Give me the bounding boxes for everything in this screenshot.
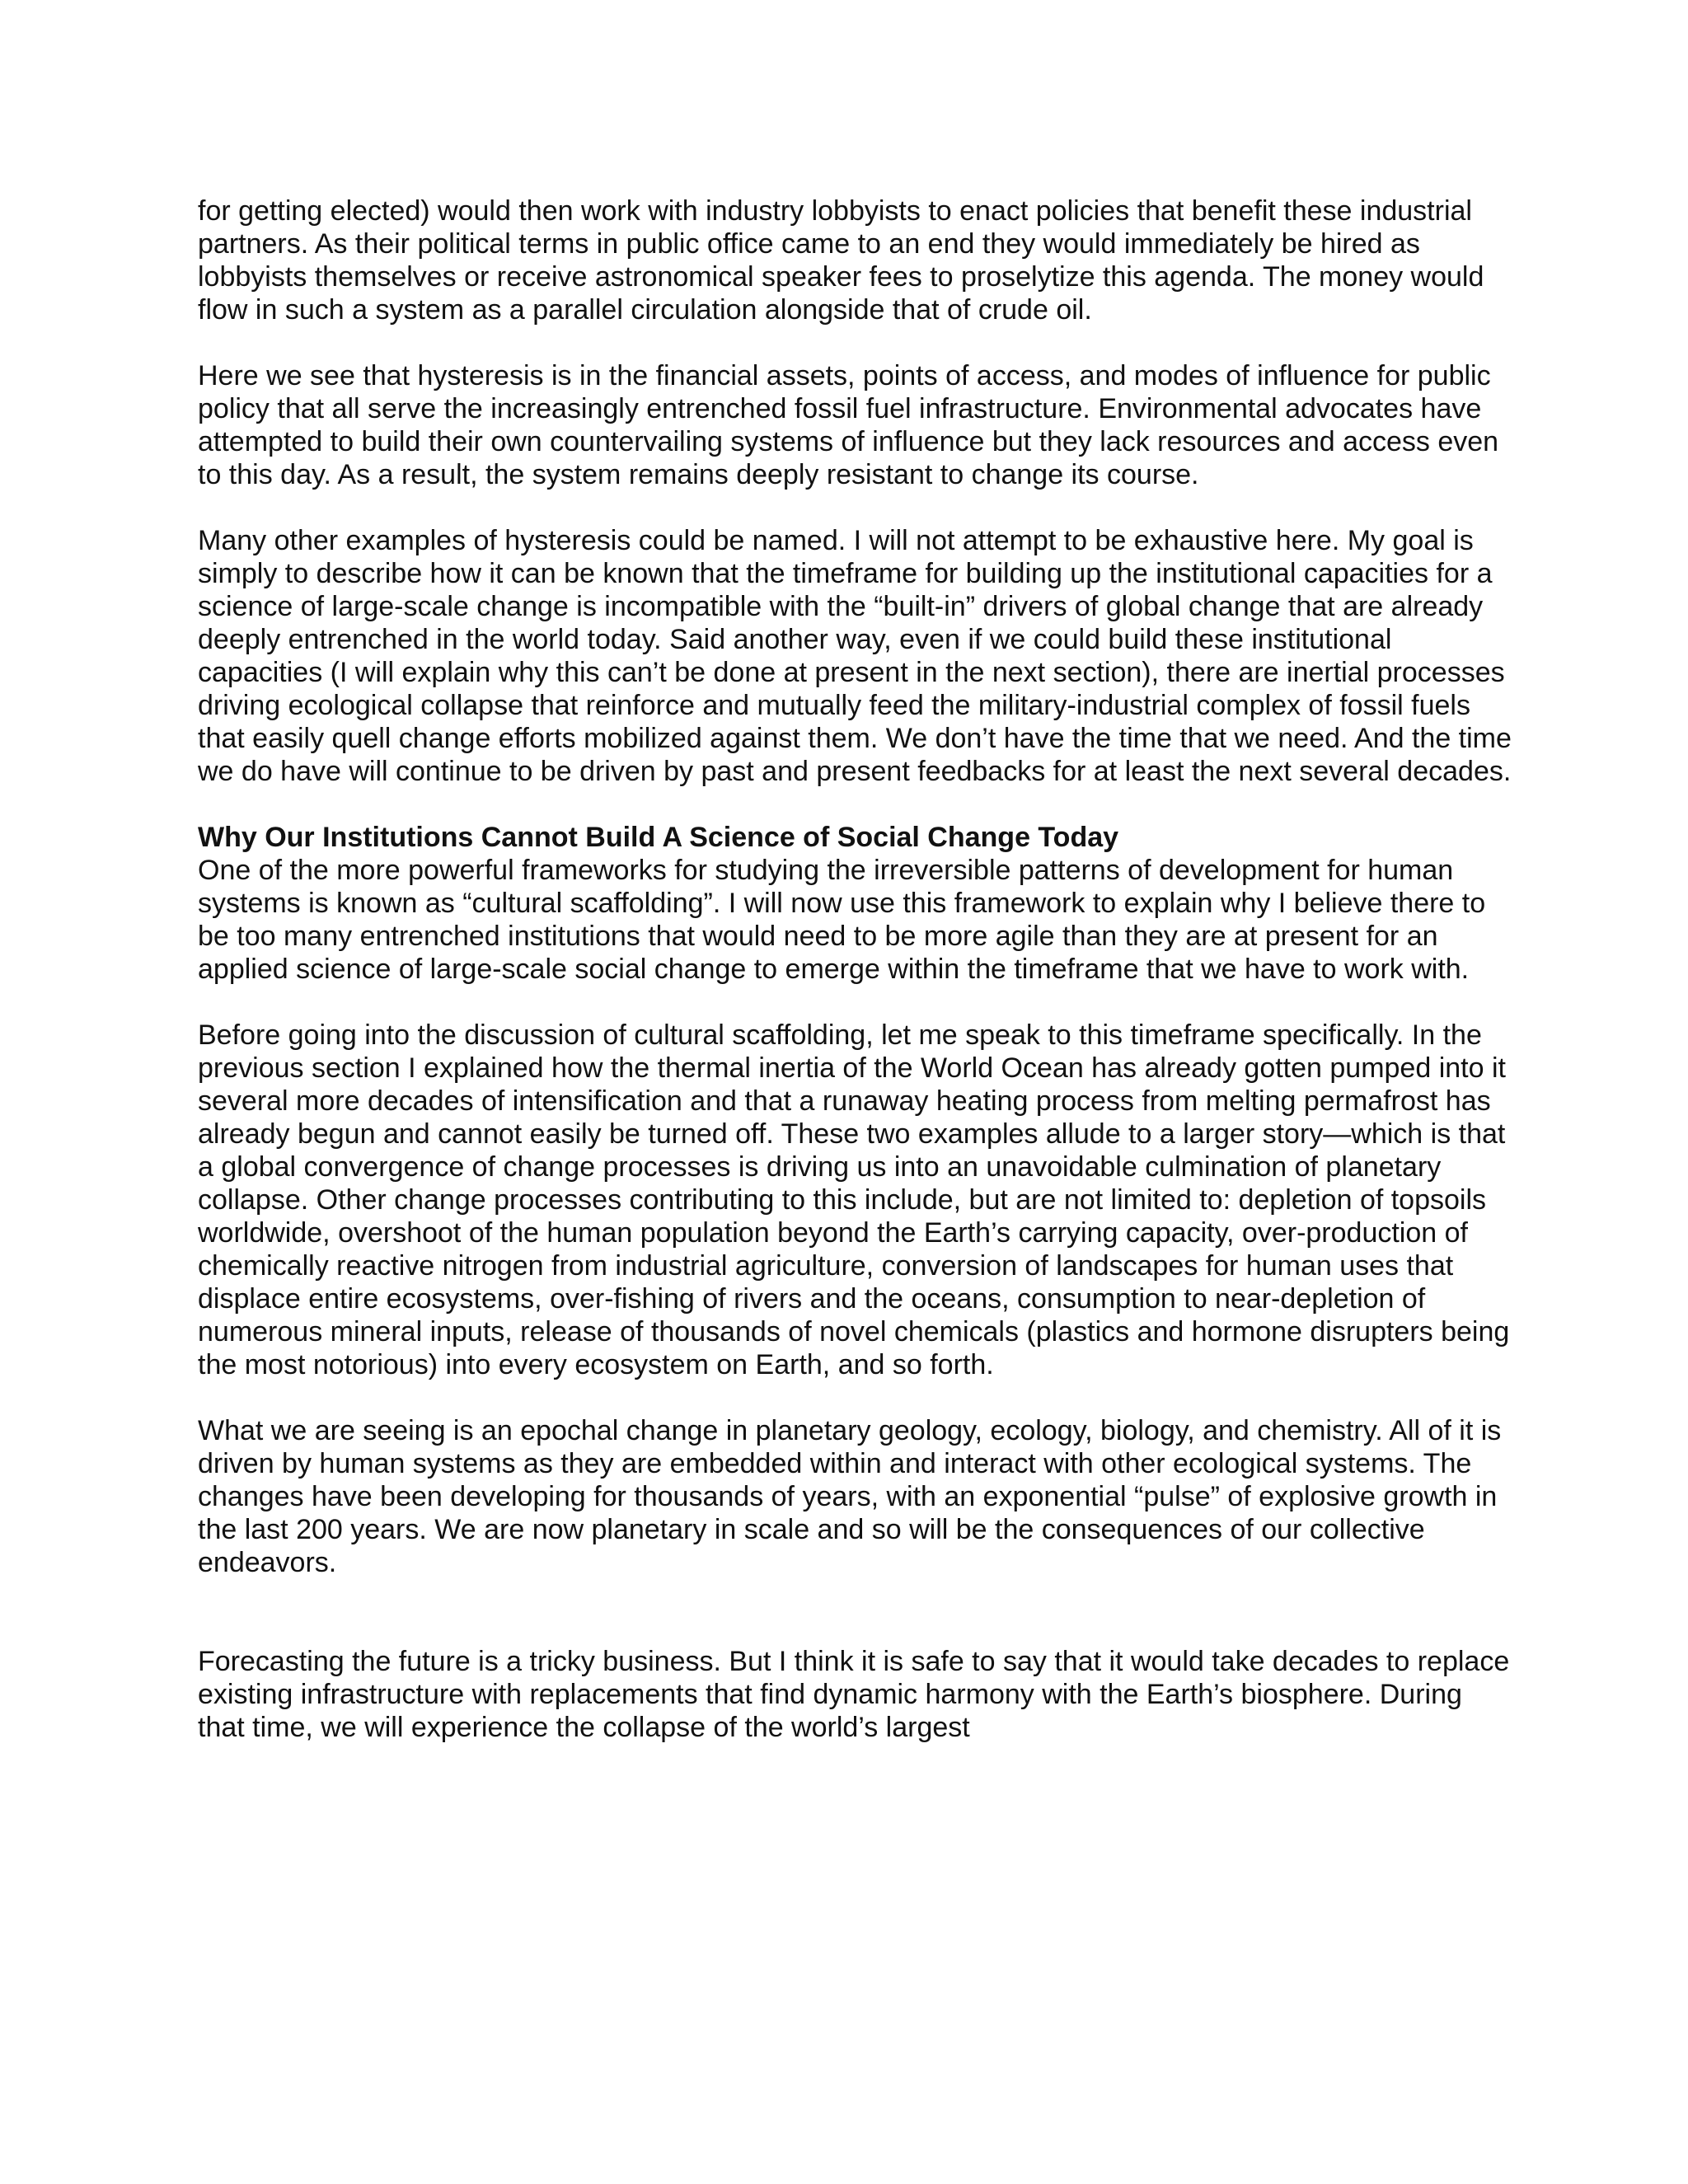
paragraph-forecasting: Forecasting the future is a tricky business. But I think it is safe to say that it would take decades to replace existing infrastructure with replacements that find dynamic harmony with the Earth’s biosphere. During that time, we will experience the collapse of the world’s largest xyxy=(198,1646,1510,1743)
paragraph-other-examples: Many other examples of hysteresis could be named. I will not attempt to be exhaustive here. My goal is simply to describe how it can be known that the timeframe for building up the institutional capacities for a science of large-scale change is incompatible with the “built-in” drivers of global change that are already deeply entrenched in the world today. Said another way, even if we could build these institutional capacities (I will explain why this can’t be done at present in the next section), there are inertial processes driving ecological collapse that reinforce and mutually feed the military-industrial complex of fossil fuels that easily quell change efforts mobilized against them. We don’t have the time that we need. And the time we do have will continue to be driven by past and present feedbacks for at least the next several decades. xyxy=(198,525,1512,787)
paragraph-epochal-change: What we are seeing is an epochal change in planetary geology, ecology, biology, and chemistry. All of it is driven by human systems as they are embedded within and interact with other ecological systems. The changes have been developing for thousands of years, with an exponential “pulse” of explosive growth in the last 200 years. We are now planetary in scale and so will be the consequences of our collective endeavors. xyxy=(198,1415,1502,1578)
paragraph-hysteresis-financial: Here we see that hysteresis is in the financial assets, points of access, and modes of influence for public policy that all serve the increasingly entrenched fossil fuel infrastructure. Environmental advocates have attempted to build their own countervailing systems of influence but they lack resources and access even to this day. As a result, the system remains deeply resistant to change its course. xyxy=(198,360,1499,490)
paragraph-timeframe: Before going into the discussion of cultural scaffolding, let me speak to this timeframe specifically. In the previous section I explained how the thermal inertia of the World Ocean has already gotten pumped into it several more decades of intensification and that a runaway heating process from melting permafrost has already begun and cannot easily be turned off. These two examples allude to a larger story—which is that a global convergence of change processes is driving us into an unavoidable culmination of planetary collapse. Other change processes contributing to this include, but are not limited to: depletion of topsoils worldwide, overshoot of the human population beyond the Earth’s carrying capacity, over-production of chemically reactive nitrogen from industrial agriculture, conversion of landscapes for human uses that displace entire ecosystems, over-fishing of rivers and the oceans, consumption to near-depletion of numerous mineral inputs, release of thousands of novel chemicals (plastics and hormone disrupters being the most notorious) into every ecosystem on Earth, and so forth. xyxy=(198,1019,1510,1380)
document-page xyxy=(198,194,1517,1777)
section-heading: Why Our Institutions Cannot Build A Science of Social Change Today xyxy=(198,822,1119,853)
paragraph-lobbyists: for getting elected) would then work with industry lobbyists to enact policies that benefit these industrial partners. As their political terms in public office came to an end they would immediately be hired as lobbyists themselves or receive astronomical speaker fees to proselytize this agenda. The money would flow in such a system as a parallel circulation alongside that of crude oil. xyxy=(198,195,1484,326)
paragraph-cultural-scaffolding: One of the more powerful frameworks for studying the irreversible patterns of development for human systems is known as “cultural scaffolding”. I will now use this framework to explain why I believe there to be too many entrenched institutions that would need to be more agile than they are at present for an applied science of large-scale social change to emerge within the timeframe that we have to work with. xyxy=(198,855,1486,985)
